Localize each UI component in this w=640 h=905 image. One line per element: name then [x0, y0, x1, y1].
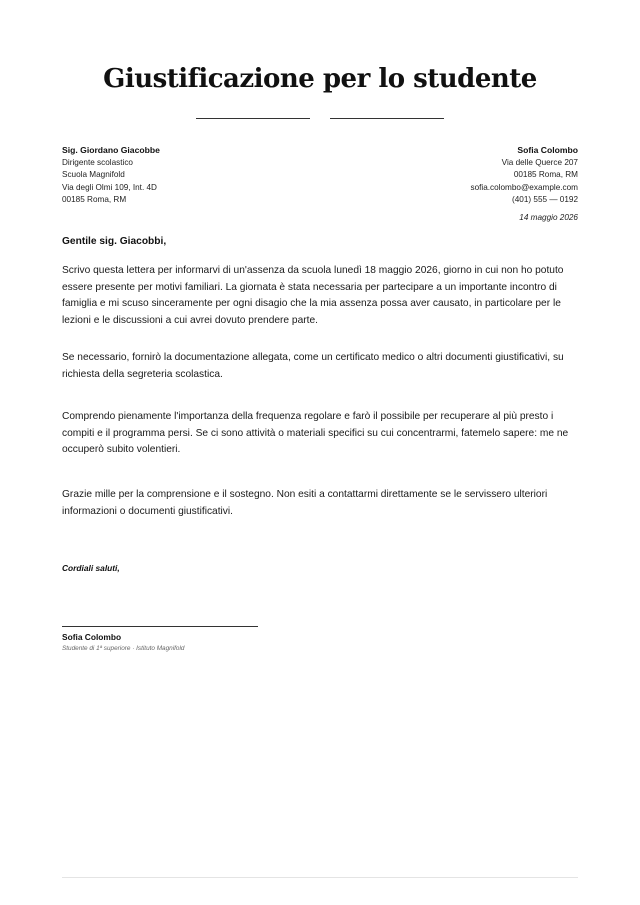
- recipient-city: 00185 Roma, RM: [62, 195, 127, 204]
- letter-paragraph: Grazie mille per la comprensione e il sostegno. Non esiti a contattarmi direttamente se le servissero ulteriori informazioni o documenti giustificativi.: [62, 489, 548, 517]
- letter-paragraph: Scrivo questa lettera per informarvi di un'assenza da scuola lunedì 18 maggio 2026, giorno in cui non ho potuto essere presente per motivi familiari. La giornata è stata necessaria per partecipare a un importante incontro di famiglia e mi scuso sinceramente per ogni disagio che la mia assenza possa aver causato, in particolare per le lezioni e le discussioni a cui avrei dovuto prendere parte.: [62, 265, 564, 326]
- sender-name: Sofia Colombo: [517, 145, 578, 155]
- letter-greeting: Gentile sig. Giacobbi,: [62, 236, 167, 247]
- sender-address-block: [470, 144, 578, 207]
- footer-divider: [62, 877, 578, 878]
- sender-email: sofia.colombo@example.com: [470, 182, 578, 192]
- signature-line: [62, 626, 258, 627]
- title-divider-left: [196, 118, 310, 119]
- letter-closing: Cordiali saluti,: [62, 563, 120, 573]
- signature-role: Studente di 1ª superiore · Istituto Magnifold: [62, 645, 185, 652]
- recipient-street: Via degli Olmi 109, Int. 4D: [62, 182, 157, 192]
- recipient-school: Scuola Magnifold: [62, 170, 125, 179]
- letter-date: 14 maggio 2026: [519, 213, 578, 222]
- sender-city: 00185 Roma, RM: [513, 170, 578, 179]
- title-divider-right: [330, 118, 444, 119]
- letter-paragraph: Comprendo pienamente l'importanza della frequenza regolare e farò il possibile per recuperare al più presto i compiti e il programma persi. Se ci sono attività o materiali specifici su cui concentrarmi, fatemelo sapere: me ne occuperò subito volentieri.: [62, 411, 569, 455]
- sender-street: Via delle Querce 207: [501, 157, 578, 167]
- letter-paragraph: Se necessario, fornirò la documentazione allegata, come un certificato medico o altri documenti giustificativi, su richiesta della segreteria scolastica.: [62, 352, 564, 380]
- recipient-address-block: [62, 144, 160, 207]
- recipient-role: Dirigente scolastico: [62, 157, 133, 167]
- recipient-name: Sig. Giordano Giacobbe: [62, 145, 160, 155]
- sender-phone: (401) 555 — 0192: [512, 195, 578, 204]
- signature-name: Sofia Colombo: [62, 632, 122, 642]
- document-title: Giustificazione per lo studente: [103, 64, 537, 94]
